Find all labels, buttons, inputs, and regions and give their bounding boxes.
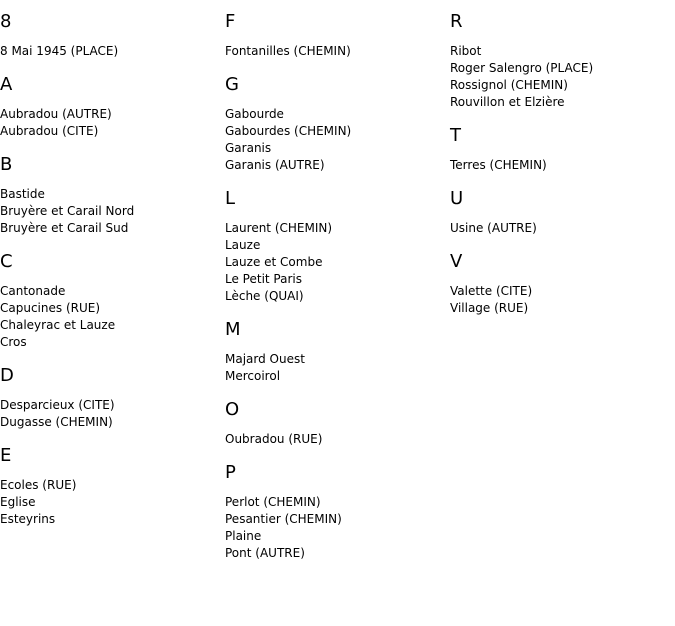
street-link[interactable]: Aubradou (CITE) — [0, 124, 99, 138]
street-list — [225, 106, 450, 174]
street-link[interactable]: Rossignol (CHEMIN) — [450, 78, 568, 92]
street-link[interactable]: Usine (AUTRE) — [450, 221, 537, 235]
street-list — [450, 283, 675, 317]
street-link[interactable]: Oubradou (RUE) — [225, 432, 323, 446]
street-link[interactable]: Desparcieux (CITE) — [0, 398, 115, 412]
street-link[interactable]: Aubradou (AUTRE) — [0, 107, 112, 121]
street-link[interactable]: Bruyère et Carail Nord — [0, 204, 135, 218]
letter-group — [225, 318, 450, 385]
letter-group — [225, 187, 450, 305]
letter-heading: 8 — [0, 11, 12, 32]
street-link[interactable]: Lauze — [225, 238, 261, 252]
street-link[interactable]: Garanis — [225, 141, 272, 155]
street-link[interactable]: Laurent (CHEMIN) — [225, 221, 333, 235]
street-link[interactable]: Mercoirol — [225, 369, 281, 383]
letter-heading: L — [225, 188, 236, 209]
letter-heading: T — [450, 125, 461, 146]
street-link[interactable]: Garanis (AUTRE) — [225, 158, 325, 172]
street-link[interactable]: Cantonade — [0, 284, 66, 298]
letter-group — [225, 10, 450, 60]
letter-heading: F — [225, 11, 236, 32]
letter-group — [225, 398, 450, 448]
street-link[interactable]: Bruyère et Carail Sud — [0, 221, 129, 235]
street-link[interactable]: 8 Mai 1945 (PLACE) — [0, 44, 119, 58]
street-link[interactable]: Chaleyrac et Lauze — [0, 318, 116, 332]
letter-heading: G — [225, 74, 239, 95]
letter-heading: A — [0, 74, 13, 95]
letter-heading: M — [225, 319, 241, 340]
letter-group — [225, 461, 450, 562]
letter-group — [450, 187, 675, 237]
street-index-column-1 — [0, 10, 225, 541]
letter-group — [225, 73, 450, 174]
street-link[interactable]: Pont (AUTRE) — [225, 546, 305, 560]
street-link[interactable]: Ecoles (RUE) — [0, 478, 77, 492]
street-link[interactable]: Esteyrins — [0, 512, 56, 526]
street-link[interactable]: Perlot (CHEMIN) — [225, 495, 321, 509]
street-index-column-2 — [225, 10, 450, 575]
street-link[interactable]: Gabourde — [225, 107, 284, 121]
letter-heading: U — [450, 188, 464, 209]
street-list — [0, 477, 225, 528]
letter-heading: B — [0, 154, 13, 175]
letter-heading: P — [225, 462, 236, 483]
street-link[interactable]: Fontanilles (CHEMIN) — [225, 44, 351, 58]
street-link[interactable]: Lauze et Combe — [225, 255, 323, 269]
street-link[interactable]: Dugasse (CHEMIN) — [0, 415, 113, 429]
letter-heading: V — [450, 251, 463, 272]
letter-group — [0, 444, 225, 528]
street-link[interactable]: Cros — [0, 335, 27, 349]
letter-heading: D — [0, 365, 14, 386]
street-list — [450, 43, 675, 111]
street-link[interactable]: Gabourdes (CHEMIN) — [225, 124, 352, 138]
letter-group — [0, 73, 225, 140]
letter-group — [0, 364, 225, 431]
letter-heading: R — [450, 11, 463, 32]
street-list — [225, 351, 450, 385]
street-list — [225, 220, 450, 305]
street-link[interactable]: Capucines (RUE) — [0, 301, 101, 315]
letter-group — [450, 124, 675, 174]
letter-group — [450, 250, 675, 317]
street-link[interactable]: Valette (CITE) — [450, 284, 533, 298]
letter-group — [450, 10, 675, 111]
letter-heading: C — [0, 251, 13, 272]
street-link[interactable]: Majard Ouest — [225, 352, 305, 366]
letter-group — [0, 250, 225, 351]
letter-group — [0, 10, 225, 60]
street-list — [225, 43, 450, 60]
street-link[interactable]: Bastide — [0, 187, 45, 201]
street-list — [0, 106, 225, 140]
letter-heading: E — [0, 445, 12, 466]
street-list — [225, 494, 450, 562]
street-link[interactable]: Plaine — [225, 529, 262, 543]
letter-group — [0, 153, 225, 237]
street-link[interactable]: Eglise — [0, 495, 36, 509]
street-link[interactable]: Ribot — [450, 44, 482, 58]
street-index-column-3 — [450, 10, 675, 330]
street-list — [225, 431, 450, 448]
street-link[interactable]: Pesantier (CHEMIN) — [225, 512, 342, 526]
street-list — [0, 283, 225, 351]
street-list — [0, 186, 225, 237]
street-list — [0, 397, 225, 431]
street-list — [0, 43, 225, 60]
street-link[interactable]: Le Petit Paris — [225, 272, 302, 286]
street-link[interactable]: Roger Salengro (PLACE) — [450, 61, 594, 75]
letter-heading: O — [225, 399, 240, 420]
street-link[interactable]: Lèche (QUAI) — [225, 289, 304, 303]
street-link[interactable]: Village (RUE) — [450, 301, 529, 315]
street-link[interactable]: Terres (CHEMIN) — [450, 158, 547, 172]
street-list — [450, 220, 675, 237]
street-link[interactable]: Rouvillon et Elzière — [450, 95, 565, 109]
street-list — [450, 157, 675, 174]
